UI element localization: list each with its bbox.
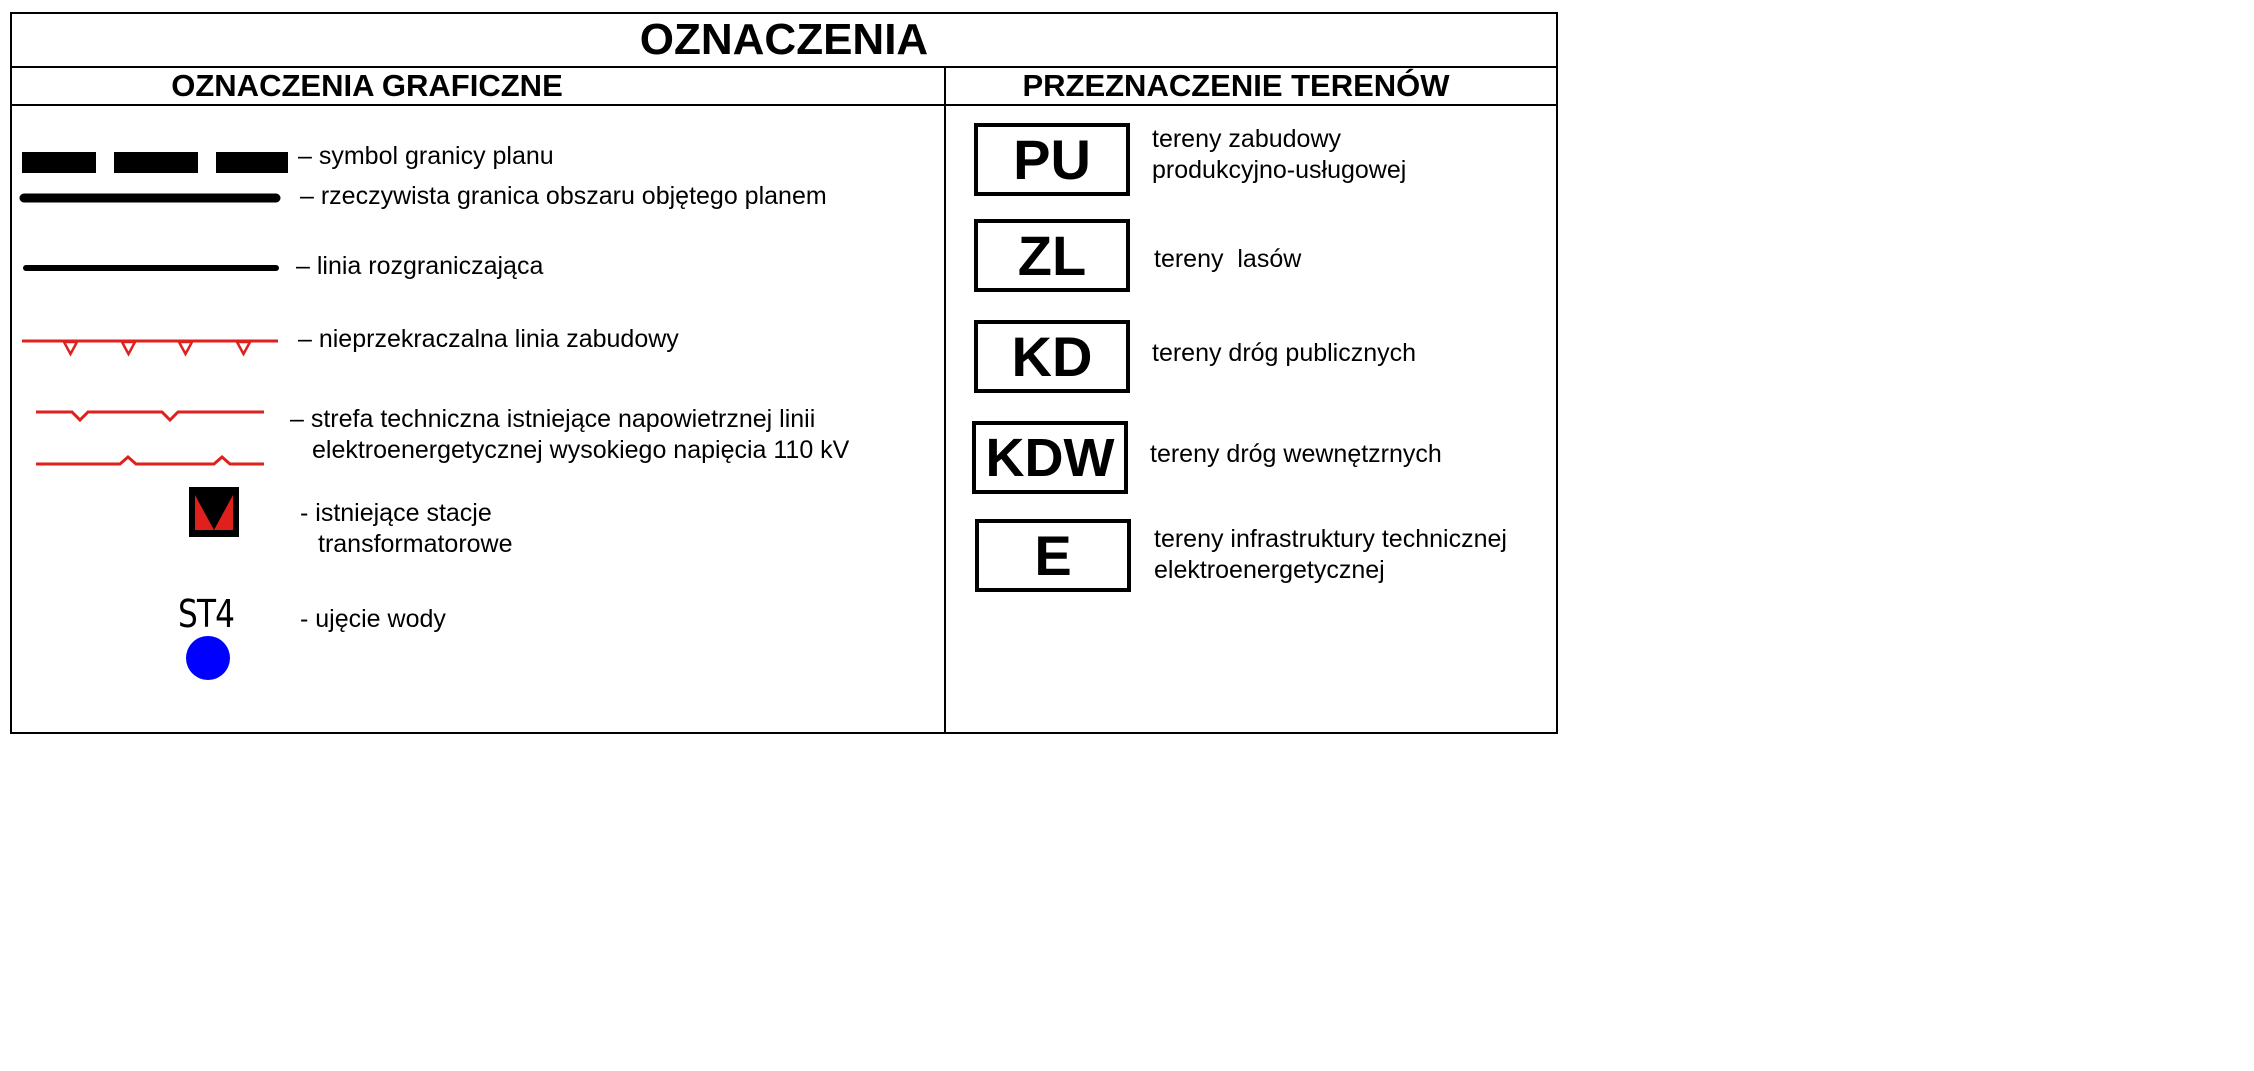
heading-divider: [12, 104, 1556, 106]
legend-label-technical-zone-1: – strefa techniczna istniejące napowietrznej linii: [290, 405, 816, 433]
legend-label-technical-zone-2: elektroenergetycznej wysokiego napięcia 110 kV: [312, 436, 850, 464]
water-intake-symbol-label: ST4: [178, 592, 235, 636]
solid-thick-line-icon: [18, 190, 282, 211]
land-use-label-kdw: tereny dróg wewnętzrnych: [1150, 440, 1442, 468]
land-use-code-kd: KD: [974, 320, 1130, 393]
land-use-code-pu: PU: [974, 123, 1130, 196]
land-use-code-kdw: KDW: [972, 421, 1128, 494]
dashed-thick-line-icon: [20, 150, 292, 181]
land-use-heading: PRZEZNACZENIE TERENÓW: [1022, 68, 1450, 103]
red-double-line-icon: [34, 402, 268, 477]
land-use-label-kd: tereny dróg publicznych: [1152, 339, 1417, 367]
column-divider: [944, 67, 946, 733]
transformer-station-icon: [188, 486, 240, 543]
land-use-code-zl: ZL: [974, 219, 1130, 292]
graphic-symbols-heading: OZNACZENIA GRAFICZNE: [171, 68, 563, 103]
legend-label-building-line: – nieprzekraczalna linia zabudowy: [298, 325, 679, 353]
land-use-label-e-1: tereny infrastruktury technicznej: [1154, 525, 1507, 553]
legend-frame: [10, 12, 1558, 734]
legend-label-water-intake: - ujęcie wody: [300, 605, 446, 633]
land-use-label-pu-1: tereny zabudowy: [1152, 125, 1342, 153]
land-use-code-e: E: [975, 519, 1131, 592]
land-use-label-zl: tereny lasów: [1154, 245, 1302, 273]
legend-label-plan-boundary: – symbol granicy planu: [298, 142, 554, 170]
legend-label-actual-boundary: – rzeczywista granica obszaru objętego planem: [300, 182, 827, 210]
water-intake-icon: [184, 634, 232, 687]
legend-label-dividing-line: – linia rozgraniczająca: [296, 252, 544, 280]
red-line-with-triangles-icon: [20, 334, 282, 365]
land-use-label-e-2: elektroenergetycznej: [1154, 556, 1385, 584]
solid-line-icon: [20, 261, 282, 280]
legend-label-transformer-1: - istniejące stacje: [300, 499, 492, 527]
legend-title: OZNACZENIA: [639, 15, 929, 64]
legend-label-transformer-2: transformatorowe: [318, 530, 513, 558]
land-use-label-pu-2: produkcyjno-usługowej: [1152, 156, 1407, 184]
